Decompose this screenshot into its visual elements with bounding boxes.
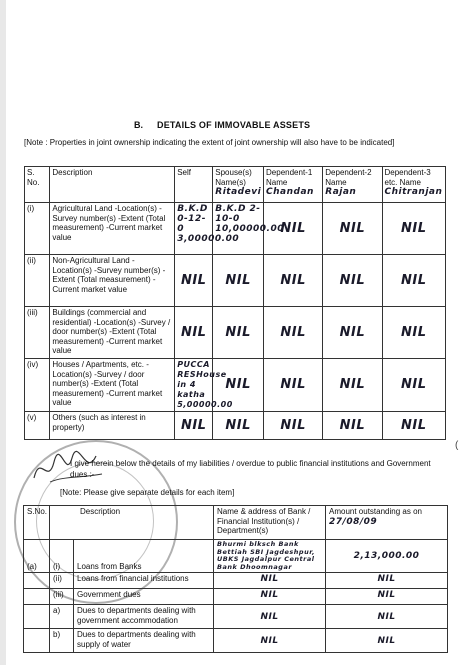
row-dep2: NIL: [323, 307, 382, 359]
liab-sub: a): [50, 605, 74, 629]
liab-sub: b): [50, 629, 74, 653]
liab-bank: Bhurmi blksch Bank Bettiah SBI Jagdeshpur, UBKS Jagdalpur Central Bank Dhoomnagar: [214, 540, 326, 573]
row-dep1: NIL: [264, 255, 323, 307]
header-sno: S. No.: [25, 167, 50, 203]
liab-header-amount: [326, 506, 448, 540]
liab-bank: NIL: [214, 589, 326, 605]
table-row: [25, 203, 446, 255]
liab-desc: Dues to departments dealing with government accommodation: [74, 605, 214, 629]
row-self: PUCCA RESHouse in 4 katha 5,00000.00: [175, 359, 213, 412]
row-desc: Buildings (commercial and residential) -Location(s) -Survey / door number(s) -Extent (Total measurement) -Current market value: [50, 307, 175, 359]
table-row: [25, 255, 446, 307]
liab-bank: NIL: [214, 573, 326, 589]
header-dep1: [264, 167, 323, 203]
liab-sno: [24, 605, 50, 629]
liab-sub: (i): [50, 540, 74, 573]
row-dep3: NIL: [382, 359, 446, 412]
liab-amount: NIL: [326, 629, 448, 653]
row-dep3: NIL: [382, 255, 446, 307]
table-row: [24, 605, 448, 629]
scan-edge: [0, 0, 6, 665]
row-desc: Houses / Apartments, etc. -Location(s) -Survey / door number(s) -Extent (Total measurement) -Current market value: [50, 359, 175, 412]
dep2-name: Rajan: [325, 187, 357, 197]
as-on-date: 27/08/09: [329, 516, 378, 527]
row-dep3: NIL: [382, 412, 446, 440]
row-spouse: NIL: [213, 412, 264, 440]
liab-header-sno: S.No.: [24, 506, 50, 540]
row-self: NIL: [175, 255, 213, 307]
liab-amount: NIL: [326, 605, 448, 629]
header-spouse-label: Spouse(s) Name(s): [215, 168, 252, 187]
row-dep2: NIL: [323, 255, 382, 307]
header-dep2: [323, 167, 382, 203]
spouse-name: Ritadevi: [215, 187, 262, 197]
joint-ownership-note: [Note : Properties in joint ownership indicating the extent of joint ownership will also have to be indicated]: [24, 138, 395, 147]
liab-bank: NIL: [214, 605, 326, 629]
row-dep1: NIL: [264, 412, 323, 440]
liab-sno: [24, 629, 50, 653]
row-desc: Agricultural Land -Location(s) -Survey number(s) -Extent (Total measurement) -Current market value: [50, 203, 175, 255]
header-dep3-label: Dependent-3 etc. Name: [384, 168, 431, 187]
table-row: [25, 359, 446, 412]
liabilities-table: [23, 505, 448, 653]
row-self: NIL: [175, 307, 213, 359]
row-spouse: NIL: [213, 255, 264, 307]
row-dep2: NIL: [323, 203, 382, 255]
table-row: [24, 629, 448, 653]
row-dep3: NIL: [382, 203, 446, 255]
row-dep2: NIL: [323, 359, 382, 412]
table-header-row: [25, 167, 446, 203]
row-desc: Others (such as interest in property): [50, 412, 175, 440]
header-dep3: [382, 167, 446, 203]
liab-sub: (ii): [50, 573, 74, 589]
liab-desc: Dues to departments dealing with supply of water: [74, 629, 214, 653]
dep1-name: Chandan: [266, 187, 314, 197]
liab-sno: [24, 589, 50, 605]
row-dep1: NIL: [264, 307, 323, 359]
row-dep1: NIL: [264, 359, 323, 412]
liab-sno: (a): [24, 540, 50, 573]
section-letter: B.: [134, 120, 143, 130]
liab-header-amount-label: Amount outstanding as on: [329, 507, 422, 516]
row-dep2: NIL: [323, 412, 382, 440]
immovable-assets-table: [24, 166, 446, 440]
table-row: [24, 573, 448, 589]
liab-bank: NIL: [214, 629, 326, 653]
header-description: Description: [50, 167, 175, 203]
liab-desc: Government dues: [74, 589, 214, 605]
row-sno: (iv): [25, 359, 50, 412]
row-sno: (iii): [25, 307, 50, 359]
table-row: [25, 307, 446, 359]
dep3-name: Chitranjan: [384, 187, 443, 197]
row-sno: (ii): [25, 255, 50, 307]
liab-desc: Loans from financial institutions: [74, 573, 214, 589]
liab-amount: NIL: [326, 589, 448, 605]
header-spouse: [213, 167, 264, 203]
liab-header-description: Description: [50, 506, 214, 540]
row-spouse: B.K.D 2-10-0 10,00000.00: [213, 203, 264, 255]
margin-mark-icon: (: [455, 440, 459, 451]
row-dep1: NIL: [264, 203, 323, 255]
liab-header-row: [24, 506, 448, 540]
header-dep2-label: Dependent-2 Name: [325, 168, 372, 187]
liab-sub: (iii): [50, 589, 74, 605]
liab-sno: [24, 573, 50, 589]
section-title: DETAILS OF IMMOVABLE ASSETS: [157, 120, 311, 130]
table-row: [24, 589, 448, 605]
row-self: B.K.D 0-12-0 3,00000.00: [175, 203, 213, 255]
liabilities-statement: I give herein below the details of my liabilities / overdue to public financial institutions and Government dues :-: [70, 459, 431, 479]
row-sno: (i): [25, 203, 50, 255]
liab-header-bank: Name & address of Bank / Financial Institution(s) / Department(s): [214, 506, 326, 540]
liab-desc: Loans from Banks: [74, 540, 214, 573]
row-desc: Non-Agricultural Land -Location(s) -Survey number(s) -Extent (Total measurement) -Current market value: [50, 255, 175, 307]
row-spouse: NIL: [213, 359, 264, 412]
header-self: Self: [175, 167, 213, 203]
liab-amount: NIL: [326, 573, 448, 589]
liab-amount: 2,13,000.00: [326, 540, 448, 573]
row-sno: (v): [25, 412, 50, 440]
liabilities-note: [Note: Please give separate details for each item]: [60, 488, 235, 497]
table-row: [25, 412, 446, 440]
row-dep3: NIL: [382, 307, 446, 359]
row-self: NIL: [175, 412, 213, 440]
header-dep1-label: Dependent-1 Name: [266, 168, 313, 187]
row-spouse: NIL: [213, 307, 264, 359]
table-row: [24, 540, 448, 573]
